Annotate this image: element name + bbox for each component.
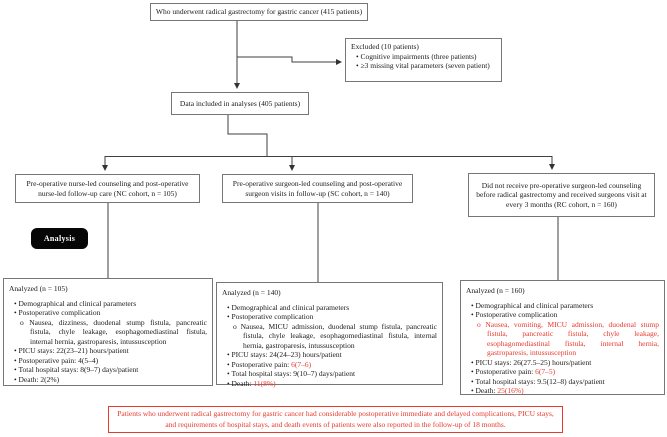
outcome-item: • Postoperative complication (14, 308, 101, 318)
outcome-item: • Postoperative pain: 6(7–5) (471, 367, 556, 377)
analyzed-box-rc (460, 280, 665, 395)
analyzed-box-nc (3, 278, 213, 386)
analyzed-title: Analyzed (n = 105) (9, 284, 68, 293)
outcome-item: • Demographical and clinical parameters (14, 298, 137, 308)
highlighted-value: 6(7–5) (535, 367, 556, 377)
outcome-item: • Postoperative complication (471, 310, 558, 320)
highlighted-value: 11(8%) (253, 378, 276, 388)
analysis-stage-badge: Analysis (31, 228, 88, 249)
outcome-item: • Demographical and clinical parameters (227, 302, 350, 312)
outcome-item: • Death: 25(16%) (471, 386, 524, 396)
analyzed-box-sc (216, 282, 443, 388)
cohort-box-sc: Pre-operative surgeon-led counseling and post-operative surgeon visits in follow-up (SC cohort, n = 140) (222, 174, 413, 203)
excluded-box (345, 38, 502, 82)
complication-sub-item (477, 319, 659, 358)
excluded-title: Excluded (10 patients) (351, 42, 419, 51)
cohort-box-nc: Pre-operative nurse-led counseling and post-operative nurse-led follow-up care (NC cohort, n = 105) (15, 174, 200, 203)
outcome-item: • Total hospital stays: 9.5(12–8) days/patient (471, 376, 605, 386)
highlighted-value: o Nausea, vomiting, MICU admission, duodenal stump fistula, pancreatic fistula, chyle leakage, esophagomediastinal fistula, internal hernia, gastroparesis, intussusception (477, 319, 659, 358)
outcome-item: • Postoperative pain: 4(5–4) (14, 355, 99, 365)
excluded-item: • Cognitive impairments (three patients) (356, 51, 477, 61)
outcome-item: • Postoperative pain: 6(7–6) (227, 359, 312, 369)
outcome-item: • PICU stays: 24(24–23) hours/patient (227, 350, 342, 360)
summary-note-box: Patients who underwent radical gastrectomy for gastric cancer had considerable postoperative immediate and delayed complications, PICU stays, and requirements of hospital stays, and death events of patients were also reported in the follow-up of 18 months. (108, 406, 563, 433)
outcome-item: • PICU stays: 26(27.5–25) hours/patient (471, 357, 592, 367)
complication-sub-item: o Nausea, dizziness, duodenal stump fistula, pancreatic fistula, chyle leakage, esophagomediastinal fistula, internal hernia, gastroparesis, intussusception (20, 317, 207, 346)
analyzed-title: Analyzed (n = 140) (222, 288, 281, 297)
highlighted-value: 25(16%) (497, 386, 524, 396)
outcome-item: • Demographical and clinical parameters (471, 300, 594, 310)
connector-to-excluded (238, 57, 342, 62)
outcome-item: • Total hospital stays: 9(10–7) days/patient (227, 369, 356, 379)
complication-sub-item: o Nausea, MICU admission, duodenal stump fistula, pancreatic fistula, chyle leakage, esophagomediastinal fistula, internal hernia, gastroparesis, intussusception (233, 321, 437, 350)
enrollment-box: Who underwent radical gastrectomy for gastric cancer (415 patients) (150, 3, 368, 21)
connector-data-to-split (228, 115, 267, 156)
outcome-item: • Death: 11(8%) (227, 378, 276, 388)
outcome-item: • Postoperative complication (227, 312, 314, 322)
excluded-item: • ≥3 missing vital parameters (seven patient) (356, 61, 490, 71)
outcome-item: • Total hospital stays: 8(9–7) days/patient (14, 365, 139, 375)
highlighted-value: 6(7–6) (291, 359, 312, 369)
outcome-item: • Death: 2(2%) (14, 374, 60, 384)
analyzed-title: Analyzed (n = 160) (466, 286, 525, 295)
outcome-item: • PICU stays: 22(23–21) hours/patient (14, 346, 129, 356)
included-box: Data included in analyses (405 patients) (171, 92, 309, 115)
cohort-box-rc: Did not receive pre-operative surgeon-led counseling before radical gastrectomy and received surgeons visit at every 3 months (RC cohort, n = 160) (468, 173, 655, 217)
